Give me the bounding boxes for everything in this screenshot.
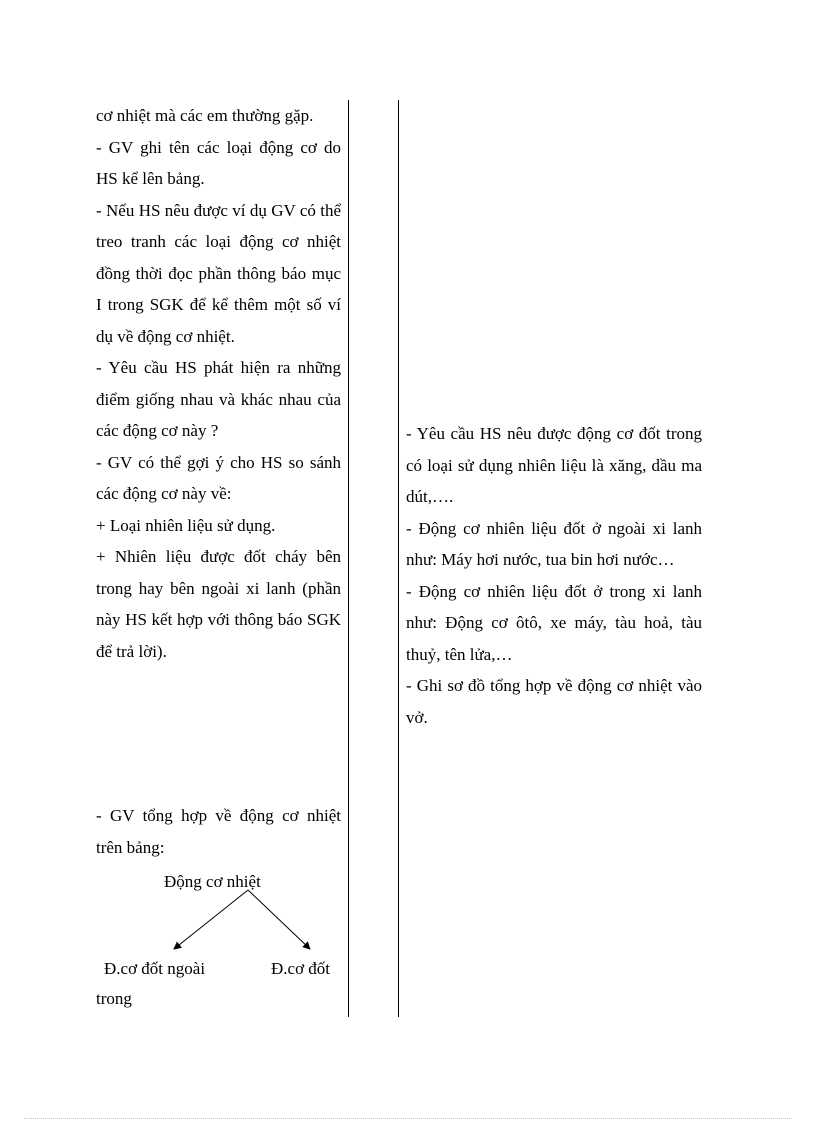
column-divider-right (398, 100, 399, 1017)
right-paragraph-1: - Yêu cầu HS nêu được động cơ đốt trong có loại sử dụng nhiên liệu là xăng, dầu ma dút,…. (406, 424, 702, 506)
left-paragraph-1: cơ nhiệt mà các em thường gặp. (96, 106, 314, 125)
left-paragraph-6: + Loại nhiên liệu sử dụng. (96, 515, 276, 535)
arrow-to-internal-combustion (248, 890, 310, 949)
left-paragraph-7: + Nhiên liệu được đốt cháy bên trong hay bên ngoài xi lanh (phần này HS kết hợp với thông báo SGK để trả lời). (96, 547, 341, 661)
student-activity-column (406, 418, 702, 733)
diagram-arrows (160, 886, 320, 956)
left-paragraph-5: - GV có thể gợi ý cho HS so sánh các động cơ này về: (96, 452, 341, 503)
arrow-to-external-combustion (174, 890, 248, 949)
left-paragraph-3: - Nếu HS nêu được ví dụ GV có thể treo tranh các loại động cơ nhiệt đồng thời đọc phần thông báo mục I trong SGK để kể thêm một số ví dụ về động cơ nhiệt. (96, 200, 341, 346)
summary-paragraph: - GV tổng hợp về động cơ nhiệt trên bảng: (96, 806, 341, 857)
diagram-internal-label-wrap: trong (96, 989, 132, 1008)
summary-block (96, 800, 341, 863)
right-paragraph-4: - Ghi sơ đồ tổng hợp về động cơ nhiệt vào vở. (406, 676, 702, 727)
diagram-root-label: Động cơ nhiệt (164, 872, 261, 891)
right-paragraph-2: - Động cơ nhiên liệu đốt ở ngoài xi lanh như: Máy hơi nước, tua bin hơi nước… (406, 518, 702, 569)
left-paragraph-4: - Yêu cầu HS phát hiện ra những điểm giống nhau và khác nhau của các động cơ này ? (96, 358, 341, 440)
diagram-internal-label: Đ.cơ đốt (271, 959, 331, 978)
right-paragraph-3: - Động cơ nhiên liệu đốt ở trong xi lanh như: Động cơ ôtô, xe máy, tàu hoả, tàu thuỷ, tên lửa,… (406, 581, 702, 664)
teacher-activity-column (96, 100, 341, 667)
page-bottom-divider (24, 1118, 792, 1119)
left-paragraph-2: - GV ghi tên các loại động cơ do HS kể lên bảng. (96, 137, 341, 188)
diagram-external-label: Đ.cơ đốt ngoài (104, 959, 206, 978)
column-divider-left (348, 100, 349, 1017)
